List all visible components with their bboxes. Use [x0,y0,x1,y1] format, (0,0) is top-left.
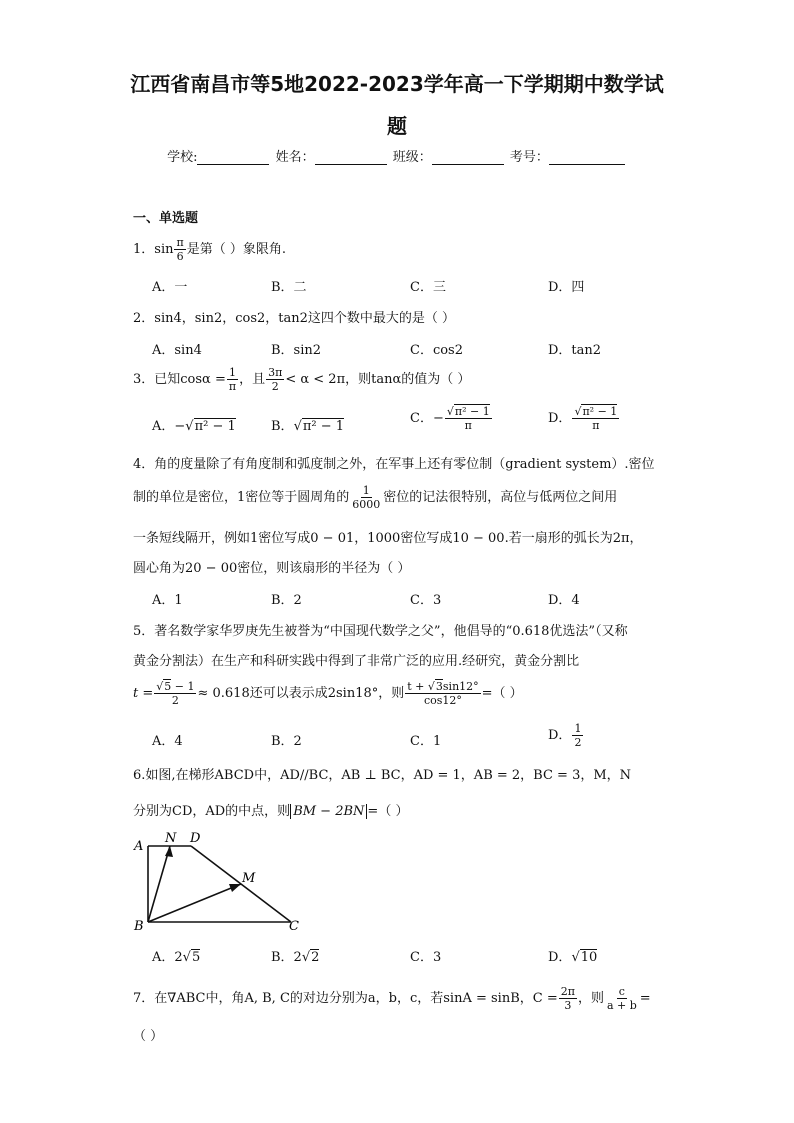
page-title: 江西省南昌市等5地2022-2023学年高一下学期期中数学试 [130,72,664,96]
q2-option-d[interactable]: D．tan2 [548,343,602,358]
q1-text-suffix: 是第（ ）象限角. [186,242,286,257]
q2-option-c[interactable]: C．cos2 [410,343,463,358]
arrow-bm [229,884,241,892]
question-7-line-1: 7．在∇ABC中，角A, B, C的对边分别为a，b，c，若sinA = sinB，C = $\frac{2\pi}{3}$ ，则 $\frac{c}{a + b}$ = [133,985,651,1012]
q1-fraction: $\frac{\pi}{6}$ [176,236,184,263]
q6-option-d[interactable]: D．√10 [548,950,598,965]
exam-number-label: 考号： [509,150,549,165]
question-5-line-2: 黄金分割法）在生产和科研实践中得到了非常广泛的应用.经研究，黄金分割比 [133,654,580,669]
q5-option-c[interactable]: C．1 [410,734,442,749]
exam-number-field[interactable] [549,164,625,165]
question-4-line-2: 制的单位是密位，1密位等于圆周角的 $\frac{1}{6000}$ 密位的记法很特别，高位与低两位之间用 [133,484,618,511]
q6-option-c[interactable]: C．3 [410,950,442,965]
q1-option-a[interactable]: A．一 [152,280,188,295]
question-6-line-1: 6.如图,在梯形ABCD中，AD//BC，AB ⊥ BC，AD = 1，AB = 2，BC = 3，M，N [133,768,632,783]
vector-bm [148,884,241,922]
label-a: A [134,839,144,854]
q6-option-b[interactable]: B．2√2 [271,950,320,965]
q5-option-a[interactable]: A．4 [152,734,183,749]
q1-text: 1．sin [133,242,174,257]
q3-option-d[interactable]: D． $\frac{\text{√π² − 1}}{\pi}$ [548,405,618,432]
question-7-line-2: （ ） [133,1029,164,1044]
q2-option-b[interactable]: B．sin2 [271,343,322,358]
q1-option-b[interactable]: B．二 [271,280,307,295]
label-d: D [190,831,201,846]
question-5-line-3: t = $\frac{√5 - 1}{2}$ ≈ 0.618还可以表示成2sin18°，则 $\frac{t + √3\sin 12^\circ}{\cos 12^\circ}$ =（ ） [133,680,523,707]
page-title-continued: 题 [387,114,407,138]
class-label: 班级： [392,150,432,165]
school-label: 学校: [167,150,198,165]
question-1-stem [133,236,286,263]
q6-option-a[interactable]: A．2√5 [152,950,201,965]
q1-option-c[interactable]: C．三 [410,280,446,295]
q3-option-a[interactable]: A．−√π² − 1 [152,419,236,434]
q2-option-a[interactable]: A．sin4 [152,343,202,358]
trapezoid-figure [128,828,308,938]
question-3-stem: 3．已知cosα = $\frac{1}{\pi}$ ，且 $\frac{3\pi}{2}$ < α < 2π，则tanα的值为（ ） [133,366,471,393]
q4-option-c[interactable]: C．3 [410,593,442,608]
question-4-line-1: 4．角的度量除了有角度制和弧度制之外，在军事上还有零位制（gradient system）.密位 [133,457,655,472]
school-field[interactable] [197,164,269,165]
vector-expression: BM − 2BN [290,804,367,819]
student-info-row [0,146,794,165]
question-5-line-1: 5．著名数学家华罗庚先生被誉为“中国现代数学之父”，他倡导的“0.618优选法”（又称 [133,624,628,639]
label-c: C [289,919,299,934]
question-6-line-2: 分别为CD，AD的中点，则 BM − 2BN =（ ） [133,804,409,819]
q5-option-b[interactable]: B．2 [271,734,302,749]
q5-option-d[interactable]: D． $\frac{1}{2}$ [548,722,582,749]
q4-option-a[interactable]: A．1 [152,593,183,608]
q1-option-d[interactable]: D．四 [548,280,585,295]
q3-option-b[interactable]: B．√π² − 1 [271,419,345,434]
question-2-stem: 2．sin4，sin2，cos2，tan2这四个数中最大的是（ ） [133,311,456,326]
question-4-line-4: 圆心角为20 − 00密位，则该扇形的半径为（ ） [133,561,411,576]
section-heading: 一、单选题 [133,211,199,226]
label-n: N [165,831,177,846]
question-4-line-3: 一条短线隔开，例如1密位写成0 − 01，1000密位写成10 − 00.若一扇形的弧长为2π， [133,531,643,546]
class-field[interactable] [432,164,504,165]
q3-option-c[interactable]: C．− $\frac{\text{√π² − 1}}{\pi}$ [410,405,490,432]
q4-option-b[interactable]: B．2 [271,593,302,608]
vector-bn [148,846,170,922]
q4-option-d[interactable]: D．4 [548,593,580,608]
label-b: B [134,919,144,934]
name-field[interactable] [315,164,387,165]
name-label: 姓名： [275,150,315,165]
label-m: M [242,871,256,886]
